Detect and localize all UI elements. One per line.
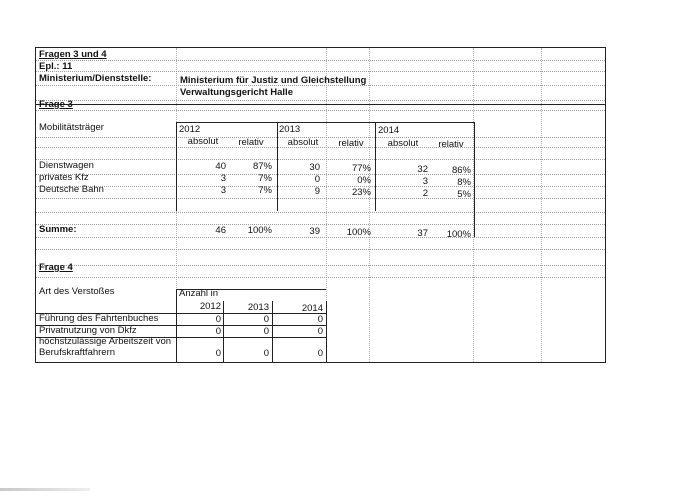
- table-row-label: Deutsche Bahn: [39, 184, 104, 195]
- table-cell: 5%: [457, 189, 471, 200]
- subheader-relativ: relativ: [338, 138, 364, 149]
- grid-line: [36, 198, 605, 199]
- year-header: 2014: [378, 125, 400, 136]
- frage3-title: Frage 3: [39, 99, 73, 110]
- table-cell: 0: [215, 326, 221, 337]
- table-row-label: Berufskraftfahrern: [39, 347, 116, 358]
- table-cell: 8%: [457, 177, 471, 188]
- ministerium-value: Ministerium für Justiz und Gleichstellung: [180, 75, 367, 86]
- table-cell: 0: [317, 348, 323, 359]
- grid-line: [36, 110, 605, 111]
- table-cell: 0: [263, 314, 269, 325]
- grid-line: [36, 212, 605, 213]
- grid-line: [36, 174, 605, 175]
- ministerium-label: Ministerium/Dienststelle:: [39, 73, 152, 84]
- sum-cell: 100%: [446, 229, 471, 240]
- grid-line: [36, 224, 605, 225]
- rule: [326, 301, 327, 362]
- rule: [176, 122, 475, 123]
- rule: [36, 104, 605, 105]
- subheader-relativ: relativ: [238, 137, 264, 148]
- table-cell: 0: [317, 326, 323, 337]
- table-cell: 40: [215, 161, 226, 172]
- subheader-absolut: absolut: [387, 138, 419, 149]
- sum-cell: 100%: [346, 227, 371, 238]
- table-cell: 87%: [252, 161, 272, 172]
- grid-line: [36, 237, 605, 238]
- table-row-label: höchstzulässige Arbeitszeit von: [39, 336, 172, 347]
- sum-cell: 100%: [247, 225, 272, 236]
- grid-line: [36, 249, 605, 250]
- rule: [375, 122, 376, 211]
- table-cell: 0%: [357, 175, 371, 186]
- subheader-relativ: relativ: [438, 139, 464, 150]
- grid-line: [36, 265, 605, 266]
- table-cell: 30: [309, 162, 320, 173]
- sum-cell: 46: [215, 225, 226, 236]
- epl-label: Epl.: 11: [39, 61, 73, 72]
- sum-label: Summe:: [39, 224, 77, 235]
- year-header: 2012: [199, 301, 221, 312]
- table-cell: 7%: [258, 173, 272, 184]
- table-cell: 86%: [451, 165, 471, 176]
- scan-artifact: [0, 488, 90, 491]
- grid-line: [36, 186, 605, 187]
- sum-cell: 39: [309, 226, 320, 237]
- table-cell: 0: [215, 314, 221, 325]
- table-cell: 2: [422, 188, 428, 199]
- year-header: 2014: [301, 303, 323, 314]
- grid-line: [36, 71, 605, 72]
- grid-line: [36, 100, 605, 101]
- anzahl-label: Anzahl in: [179, 288, 219, 299]
- table-row-label: privates Kfz: [39, 172, 89, 183]
- grid-line: [36, 60, 605, 61]
- spreadsheet-page: [35, 47, 606, 363]
- frage3-column-label: Mobilitätsträger: [39, 122, 104, 133]
- table-row-label: Privatnutzung von Dkfz: [39, 325, 137, 336]
- table-cell: 32: [417, 164, 428, 175]
- subheader-absolut: absolut: [287, 137, 319, 148]
- rule: [277, 122, 278, 211]
- table-cell: 7%: [258, 185, 272, 196]
- year-header: 2013: [247, 302, 269, 313]
- table-cell: 0: [263, 348, 269, 359]
- rule: [474, 122, 475, 237]
- table-cell: 9: [314, 186, 320, 197]
- dienststelle-value: Verwaltungsgericht Halle: [180, 87, 293, 98]
- table-cell: 3: [422, 176, 428, 187]
- rule: [272, 301, 273, 362]
- grid-line: [36, 277, 605, 278]
- grid-line: [369, 48, 370, 362]
- table-cell: 0: [215, 348, 221, 359]
- frage4-column-label: Art des Verstoßes: [39, 286, 115, 297]
- grid-line: [541, 48, 542, 362]
- table-row-label: Dienstwagen: [39, 160, 94, 171]
- frage4-title: Frage 4: [39, 262, 73, 273]
- table-cell: 3: [220, 185, 226, 196]
- section-heading: Fragen 3 und 4: [39, 49, 107, 60]
- rule: [176, 122, 177, 211]
- table-cell: 0: [314, 174, 320, 185]
- table-cell: 0: [263, 326, 269, 337]
- table-cell: 3: [220, 173, 226, 184]
- subheader-absolut: absolut: [187, 136, 219, 147]
- table-cell: 23%: [351, 187, 371, 198]
- year-header: 2012: [179, 124, 201, 135]
- table-row-label: Führung des Fahrtenbuches: [39, 313, 159, 324]
- table-cell: 77%: [351, 163, 371, 174]
- grid-line: [36, 159, 605, 160]
- table-cell: 0: [317, 314, 323, 325]
- year-header: 2013: [279, 124, 301, 135]
- sum-cell: 37: [417, 228, 428, 239]
